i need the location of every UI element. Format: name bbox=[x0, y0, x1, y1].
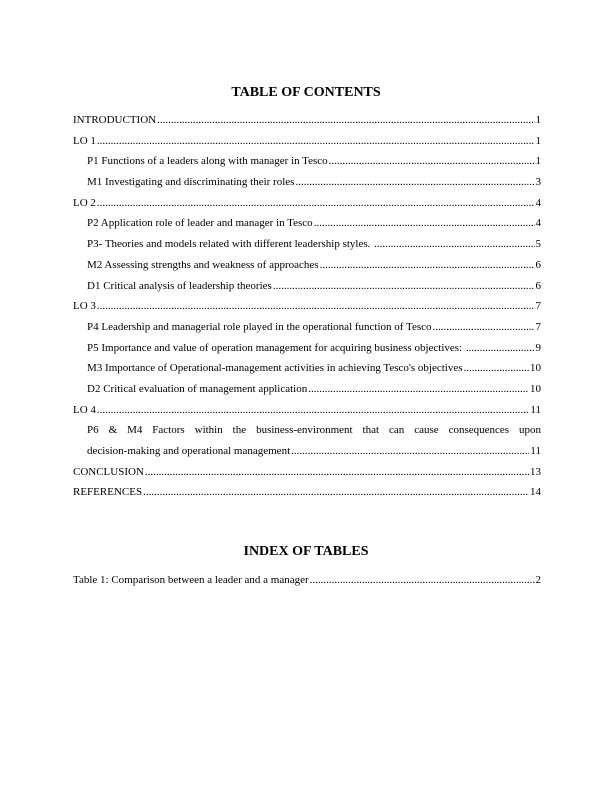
toc-entry-text: REFERENCES bbox=[73, 486, 143, 499]
toc-entry-text: D2 Critical evaluation of management application bbox=[87, 382, 308, 395]
toc-entry-lo4[interactable] bbox=[73, 400, 541, 421]
toc-entry-text-line2: decision-making and operational management bbox=[87, 445, 291, 457]
toc-entry-text: P3- Theories and models related with different leadership styles. bbox=[87, 238, 374, 251]
dot-leader bbox=[374, 234, 534, 255]
toc-entry-lo2[interactable] bbox=[73, 193, 541, 214]
toc-entry-text: M2 Assessing strengths and weakness of approaches bbox=[87, 258, 319, 271]
table-of-contents bbox=[73, 110, 541, 503]
dot-leader bbox=[145, 462, 529, 483]
table-index-text: Table 1: Comparison between a leader and a manager bbox=[73, 574, 309, 586]
dot-leader bbox=[97, 131, 535, 152]
toc-entry-text-line1: P6 & M4 Factors within the business-environment that can cause consequences upon bbox=[87, 424, 541, 437]
toc-entry-page: 1 bbox=[535, 155, 541, 168]
toc-entry-p2[interactable] bbox=[73, 213, 541, 234]
dot-leader bbox=[464, 358, 530, 379]
dot-leader bbox=[97, 296, 535, 317]
toc-entry-text: LO 4 bbox=[73, 403, 96, 416]
toc-entry-text: D1 Critical analysis of leadership theories bbox=[87, 279, 272, 292]
toc-entry-page: 6 bbox=[535, 279, 541, 292]
toc-entry-p1[interactable] bbox=[73, 151, 541, 172]
toc-entry-page: 10 bbox=[530, 382, 541, 395]
toc-entry-m3[interactable] bbox=[73, 358, 541, 379]
toc-entry-introduction[interactable] bbox=[73, 110, 541, 131]
toc-entry-p6-m4[interactable] bbox=[73, 420, 541, 461]
toc-entry-text: P5 Importance and value of operation management for acquiring business objectives: bbox=[87, 341, 465, 354]
dot-leader bbox=[310, 570, 535, 591]
toc-entry-page: 3 bbox=[535, 176, 541, 189]
toc-entry-m2[interactable] bbox=[73, 255, 541, 276]
toc-entry-text: LO 1 bbox=[73, 134, 96, 147]
toc-entry-m1[interactable] bbox=[73, 172, 541, 193]
dot-leader bbox=[308, 379, 529, 400]
dot-leader bbox=[97, 193, 535, 214]
dot-leader bbox=[143, 482, 529, 503]
toc-entry-references[interactable] bbox=[73, 482, 541, 503]
toc-entry-page: 6 bbox=[535, 258, 541, 271]
toc-entry-text: M1 Investigating and discriminating their roles bbox=[87, 176, 295, 189]
toc-entry-p5[interactable] bbox=[73, 338, 541, 359]
dot-leader bbox=[466, 338, 535, 359]
toc-entry-text: P2 Application role of leader and manager in Tesco bbox=[87, 217, 313, 230]
toc-entry-page: 9 bbox=[535, 341, 541, 354]
toc-entry-text: P1 Functions of a leaders along with manager in Tesco bbox=[87, 155, 328, 168]
table-index-entry[interactable] bbox=[73, 570, 541, 591]
toc-entry-page: 14 bbox=[530, 486, 541, 499]
toc-entry-lo3[interactable] bbox=[73, 296, 541, 317]
toc-entry-text: LO 3 bbox=[73, 300, 96, 313]
toc-entry-page: 7 bbox=[535, 300, 541, 313]
tables-index-heading: INDEX OF TABLES bbox=[243, 544, 369, 559]
toc-heading: TABLE OF CONTENTS bbox=[231, 85, 381, 100]
toc-entry-text: LO 2 bbox=[73, 196, 96, 209]
toc-entry-p4[interactable] bbox=[73, 317, 541, 338]
toc-entry-page: 5 bbox=[535, 238, 541, 251]
dot-leader bbox=[314, 213, 535, 234]
toc-entry-page: 13 bbox=[530, 465, 541, 478]
toc-entry-p3[interactable] bbox=[73, 234, 541, 255]
dot-leader bbox=[291, 441, 529, 462]
dot-leader bbox=[329, 151, 535, 172]
toc-entry-page: 1 bbox=[535, 114, 541, 126]
dot-leader bbox=[433, 317, 535, 338]
dot-leader bbox=[295, 172, 534, 193]
toc-entry-page: 10 bbox=[530, 362, 541, 375]
toc-entry-text: M3 Importance of Operational-management activities in achieving Tesco's objectives bbox=[87, 362, 463, 375]
toc-entry-page: 4 bbox=[535, 196, 541, 209]
dot-leader bbox=[97, 400, 529, 421]
toc-entry-lo1[interactable] bbox=[73, 131, 541, 152]
toc-entry-text: P4 Leadership and managerial role played in the operational function of Tesco bbox=[87, 320, 432, 333]
dot-leader bbox=[320, 255, 535, 276]
toc-entry-page: 4 bbox=[535, 217, 541, 230]
toc-entry-page: 7 bbox=[535, 320, 541, 333]
toc-entry-page: 1 bbox=[535, 134, 541, 147]
dot-leader bbox=[273, 276, 535, 297]
toc-entry-text: CONCLUSION bbox=[73, 465, 144, 478]
toc-entry-page: 11 bbox=[530, 403, 541, 416]
toc-entry-d2[interactable] bbox=[73, 379, 541, 400]
table-index-page: 2 bbox=[535, 574, 541, 586]
toc-entry-page: 11 bbox=[530, 445, 541, 457]
index-of-tables bbox=[73, 570, 541, 591]
dot-leader bbox=[157, 110, 534, 131]
toc-entry-text: INTRODUCTION bbox=[73, 114, 157, 126]
toc-entry-d1[interactable] bbox=[73, 276, 541, 297]
toc-entry-conclusion[interactable] bbox=[73, 462, 541, 483]
